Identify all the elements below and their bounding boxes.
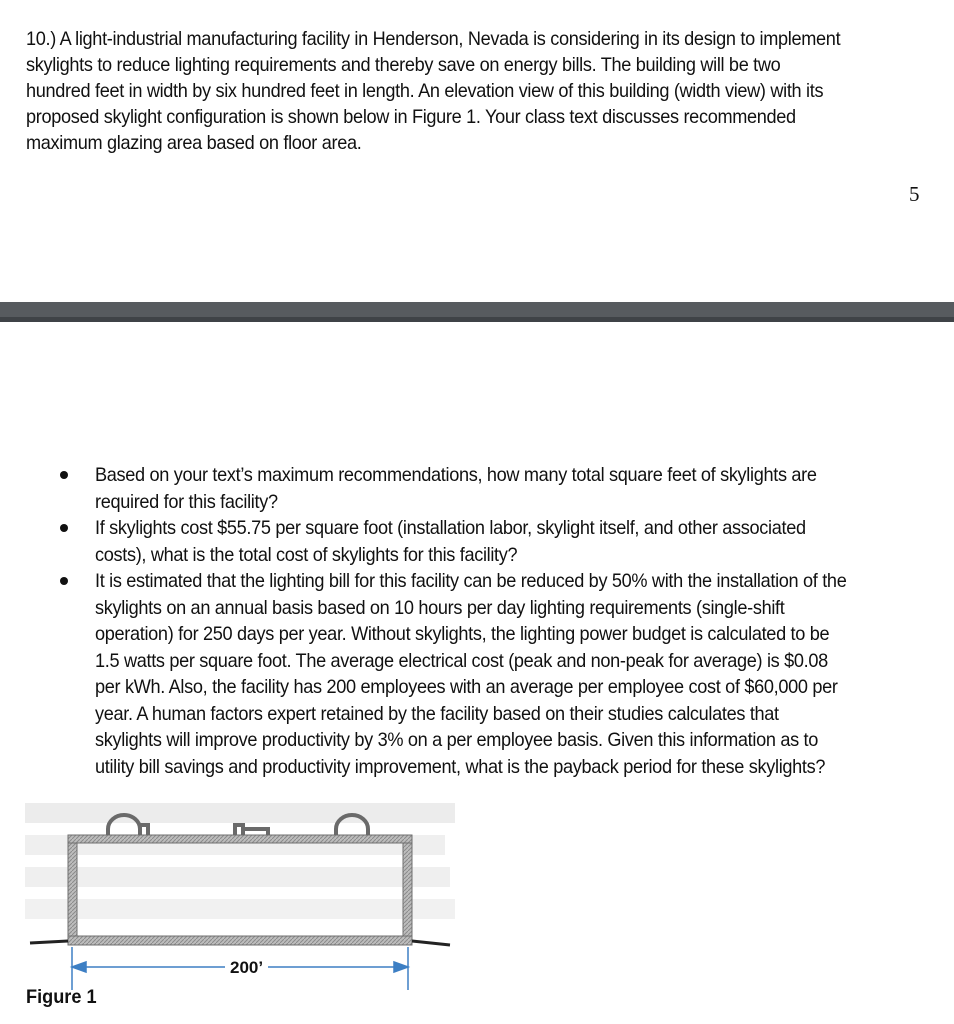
question-list	[0, 462, 954, 780]
question-line: Based on your text’s maximum recommendations, how many total square feet of skylights are	[95, 464, 817, 486]
bullet-icon	[60, 471, 68, 479]
question-text	[95, 515, 932, 568]
problem-line: hundred feet in width by six hundred feet in length. An elevation view of this building (width view) with its	[26, 80, 824, 102]
question-line: It is estimated that the lighting bill for this facility can be reduced by 50% with the installation of the	[95, 570, 847, 592]
question-item	[0, 568, 954, 780]
problem-line: 10.) A light-industrial manufacturing facility in Henderson, Nevada is considering in its design to implement	[26, 28, 841, 50]
problem-statement	[26, 26, 863, 156]
question-text	[95, 462, 932, 515]
building-elevation-figure	[0, 795, 470, 1010]
question-line: skylights will improve productivity by 3% on a per employee basis. Given this information as to	[95, 729, 819, 751]
question-line: 1.5 watts per square foot. The average electrical cost (peak and non-peak for average) is $0.08	[95, 649, 828, 672]
problem-line: maximum glazing area based on floor area.	[26, 132, 362, 154]
question-line: utility bill savings and productivity improvement, what is the payback period for these skylights?	[95, 755, 826, 778]
arrow-left-icon	[72, 962, 86, 972]
question-line: per kWh. Also, the facility has 200 employees with an average per employee cost of $60,000 per	[95, 676, 838, 698]
problem-line: skylights to reduce lighting requirements and thereby save on energy bills. The building will be two	[26, 54, 781, 76]
figure-caption: Figure 1	[26, 986, 97, 1008]
question-item	[0, 462, 954, 515]
page-number: 5	[909, 182, 920, 206]
question-item	[0, 515, 954, 568]
question-line: required for this facility?	[95, 490, 278, 513]
question-line: costs), what is the total cost of skylights for this facility?	[95, 543, 518, 566]
faint-background-text	[25, 803, 455, 919]
page-divider	[0, 302, 954, 322]
question-line: If skylights cost $55.75 per square foot (installation labor, skylight itself, and other associated	[95, 517, 806, 539]
bullet-icon	[60, 577, 68, 585]
width-dimension-label: 200’	[230, 958, 264, 977]
question-text	[95, 568, 932, 780]
arrow-right-icon	[394, 962, 408, 972]
question-line: year. A human factors expert retained by the facility based on their studies calculates that	[95, 702, 779, 725]
problem-line: proposed skylight configuration is shown below in Figure 1. Your class text discusses recommended	[26, 106, 796, 128]
bullet-icon	[60, 524, 68, 532]
question-line: operation) for 250 days per year. Without skylights, the lighting power budget is calculated to be	[95, 623, 830, 645]
question-line: skylights on an annual basis based on 10 hours per day lighting requirements (single-shift	[95, 596, 785, 619]
